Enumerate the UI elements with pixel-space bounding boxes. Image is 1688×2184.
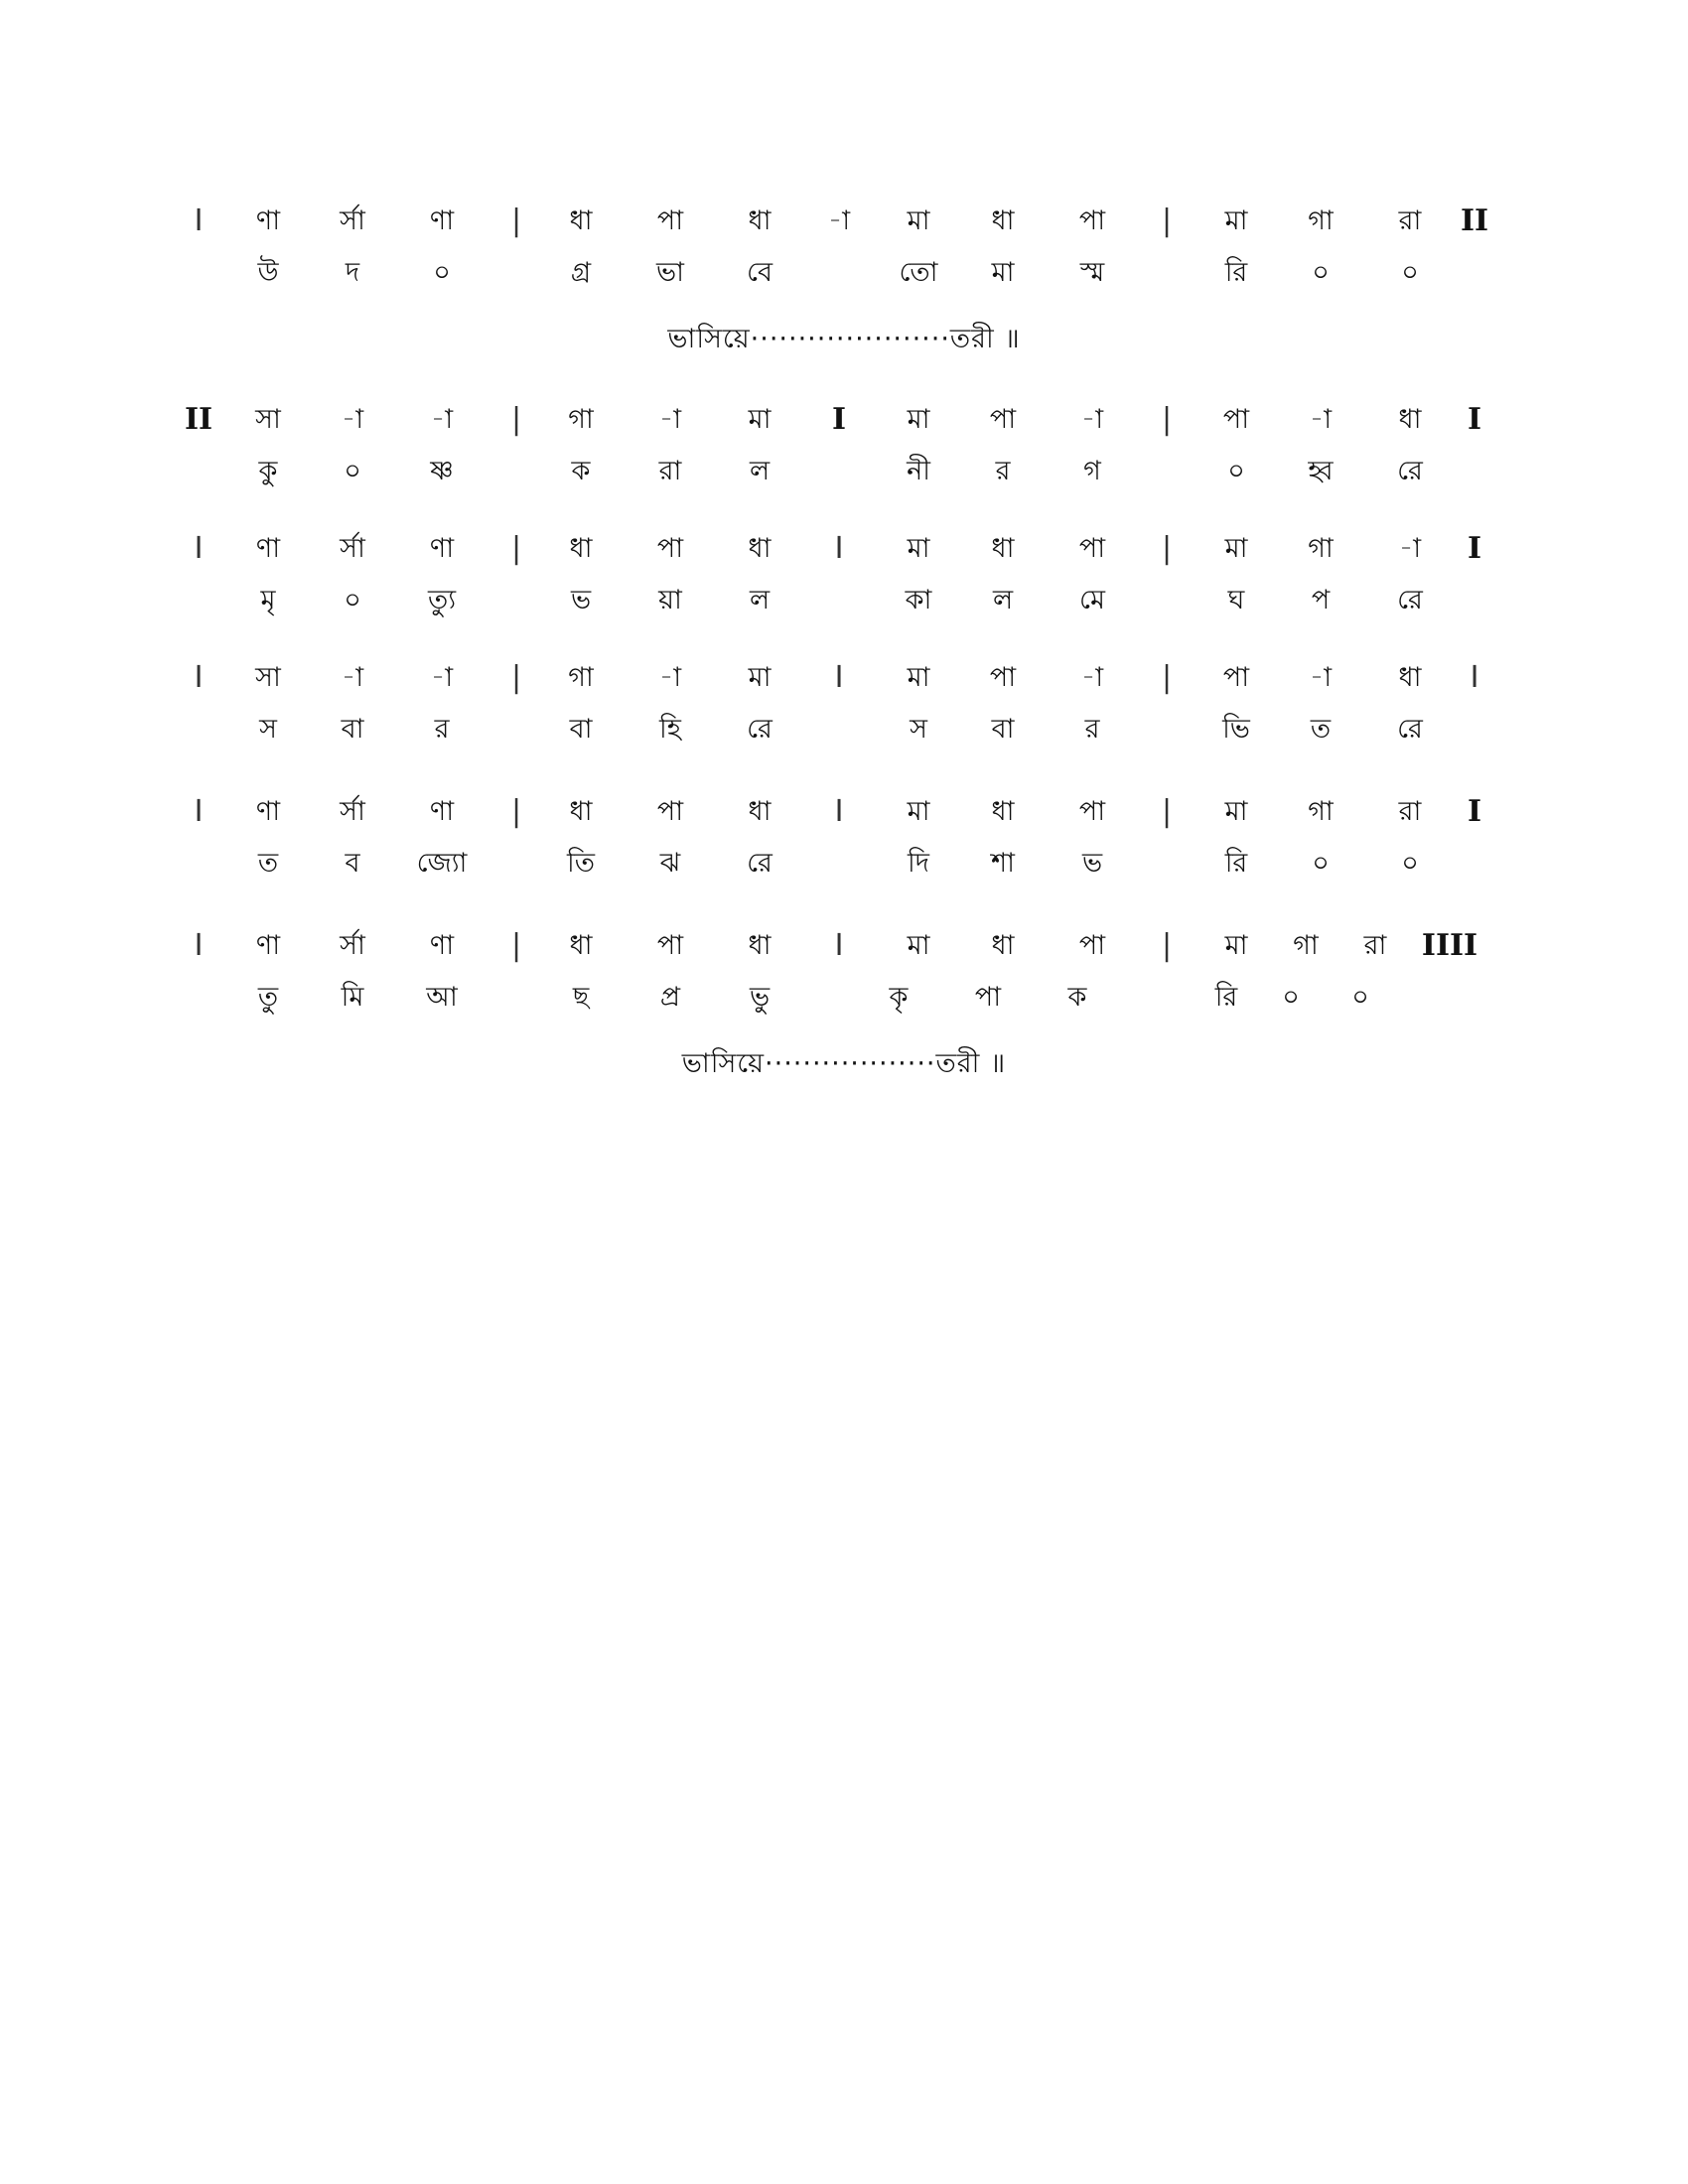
note: পা [656,205,684,236]
note: -া [1309,404,1333,435]
bar-line: | [1161,794,1173,829]
lyric-syllable: ০ [1312,257,1330,288]
lyric-syllable: দি [908,848,929,879]
lyric-syllable: ল [992,585,1014,615]
note: ধা [991,930,1015,961]
lyric-syllable: স [910,714,927,745]
lyrics-row [179,253,1509,313]
lyric-syllable: রি [1214,982,1238,1013]
note: পা [1078,533,1106,564]
note: পা [989,662,1017,693]
bar-line: I [1470,660,1479,695]
note: ধা [748,205,772,236]
bar-line: I [1467,402,1482,437]
note: র্সা [340,205,365,236]
notation-block-3 [179,521,1509,640]
note: -া [1080,662,1104,693]
lyric-syllable: ছ [572,982,590,1013]
notes-row [179,521,1509,581]
note: মা [748,404,772,435]
note: রা [1363,930,1387,961]
lyric-syllable: পা [974,982,1002,1013]
lyric-syllable: রে [747,848,773,879]
lyric-syllable: হি [659,714,681,745]
lyric-syllable: প [1311,585,1331,615]
note: ণা [255,533,281,564]
notation-block-4 [179,650,1509,769]
note: মা [907,662,930,693]
lyric-syllable: ভ [1081,848,1103,879]
notes-row [179,392,1509,452]
lyric-syllable: ০ [1401,257,1419,288]
notation-block-2 [179,392,1509,511]
lyric-syllable: রে [1397,585,1423,615]
lyric-syllable: রে [747,714,773,745]
note: পা [656,930,684,961]
notes-row [179,918,1509,978]
note: ধা [748,796,772,827]
note: গা [1308,533,1334,564]
bar-line: I [1467,531,1482,566]
note: পা [656,796,684,827]
note: ধা [569,533,593,564]
lyric-syllable: ভি [1222,714,1250,745]
note: মা [907,404,930,435]
lyric-syllable: মা [991,257,1015,288]
note: মা [907,533,930,564]
note: ধা [991,205,1015,236]
bar-line: I [834,660,844,695]
lyric-syllable: ত্যু [427,585,457,615]
bar-line: II [1460,204,1489,238]
note: ধা [569,796,593,827]
note: -া [1398,533,1422,564]
lyrics-row [179,581,1509,640]
lyric-syllable: মৃ [260,585,276,615]
bar-line: | [510,794,522,829]
lyric-syllable: তো [899,257,938,288]
bar-line: | [510,402,522,437]
bar-line: | [510,531,522,566]
bar-line: | [1161,402,1173,437]
bar-line: | [510,660,522,695]
lyric-syllable: ভু [749,982,771,1013]
note: ধা [991,796,1015,827]
notes-row [179,784,1509,844]
note: -া [430,662,454,693]
lyric-syllable: রে [1397,456,1423,486]
note: র্সা [340,930,365,961]
lyric-syllable: ০ [1227,456,1245,486]
note: রা [1398,205,1422,236]
note: গা [568,404,594,435]
note: র্সা [340,533,365,564]
lyric-syllable: গ্র [570,257,592,288]
bar-line: | [510,928,522,963]
note: ণা [429,796,455,827]
note: পা [1078,796,1106,827]
note: পা [1078,205,1106,236]
lyric-syllable: ল [749,456,771,486]
note: -া [1080,404,1104,435]
lyric-syllable: প্র [659,982,681,1013]
bar-line: | [1161,928,1173,963]
lyric-syllable: ০ [1312,848,1330,879]
note: ধা [748,533,772,564]
lyric-syllable: কা [905,585,932,615]
notation-block-5 [179,784,1509,903]
note: ধা [569,205,593,236]
lyric-syllable: ক [1067,982,1087,1013]
lyric-syllable: ল [749,585,771,615]
note: ধা [748,930,772,961]
lyric-syllable: রি [1224,257,1248,288]
lyrics-row [179,710,1509,769]
final-bar-line: IIII [1421,928,1478,963]
lyric-syllable: ত [1310,714,1332,745]
notation-block-1 [179,194,1509,313]
note: গা [1308,796,1334,827]
note: -া [341,662,364,693]
note: -া [430,404,454,435]
lyric-syllable: আ [426,982,458,1013]
lyric-syllable: ০ [1351,982,1369,1013]
lyric-syllable: কু [258,456,278,486]
note: ণা [429,533,455,564]
lyric-syllable: কৃ [889,982,909,1013]
lyric-syllable: রা [658,456,682,486]
lyric-syllable: রি [1224,848,1248,879]
lyric-syllable: ভ [570,585,592,615]
lyric-syllable: মি [341,982,364,1013]
note: মা [907,930,930,961]
note: -া [658,662,682,693]
lyric-syllable: নী [907,456,930,486]
note: মা [1224,205,1248,236]
notes-row [179,194,1509,253]
lyric-syllable: বা [341,714,364,745]
note: পা [656,533,684,564]
bar-line: I [194,928,204,963]
lyric-syllable: বে [747,257,773,288]
note: সা [255,404,281,435]
note: ণা [255,205,281,236]
lyric-syllable: ০ [1282,982,1300,1013]
note: ধা [991,533,1015,564]
bar-line: | [1161,531,1173,566]
note: -া [827,205,851,236]
note: ধা [569,930,593,961]
lyric-syllable: তু [257,982,279,1013]
lyric-syllable: তি [567,848,595,879]
bar-line: I [194,794,204,829]
lyric-syllable: ভা [656,257,684,288]
bar-line: | [1161,204,1173,238]
note: সা [255,662,281,693]
lyrics-row [179,844,1509,903]
note: -া [658,404,682,435]
note: পা [989,404,1017,435]
lyric-syllable: দ [345,257,360,288]
lyrics-row [179,978,1509,1037]
lyric-syllable: ব [345,848,360,879]
lyric-syllable: র [434,714,450,745]
note: ণা [429,205,455,236]
lyric-syllable: গ [1083,456,1101,486]
bar-line: I [834,794,844,829]
lyric-syllable: ষ্ণ [430,456,454,486]
lyric-syllable: বা [991,714,1015,745]
note: পা [1078,930,1106,961]
lyric-syllable: ক [571,456,591,486]
note: মা [1224,533,1248,564]
lyric-syllable: ০ [344,585,361,615]
bar-line: I [194,660,204,695]
bar-line: I [194,531,204,566]
bar-line: II [184,402,213,437]
lyric-syllable: রে [1397,714,1423,745]
bar-line: I [831,402,847,437]
lyric-syllable: র [995,456,1011,486]
refrain-line-2: ভাসিয়ে··················তরী ॥ [681,1048,1007,1079]
note: ণা [255,796,281,827]
bar-line: I [194,204,204,238]
lyric-syllable: জ্যো [416,848,468,879]
lyric-syllable: স [259,714,277,745]
note: মা [907,796,930,827]
note: মা [907,205,930,236]
lyric-syllable: ত [257,848,279,879]
note: পা [1222,662,1250,693]
note: পা [1222,404,1250,435]
lyric-syllable: ০ [344,456,361,486]
note: ণা [429,930,455,961]
note: ধা [1398,662,1422,693]
bar-line: I [834,531,844,566]
notes-row [179,650,1509,710]
lyric-syllable: ঝ [659,848,681,879]
note: গা [1293,930,1319,961]
lyric-syllable: মে [1079,585,1105,615]
note: গা [1308,205,1334,236]
note: গা [568,662,594,693]
note: মা [748,662,772,693]
lyric-syllable: বা [569,714,593,745]
note: র্সা [340,796,365,827]
bar-line: | [1161,660,1173,695]
lyric-syllable: হ্ব [1308,456,1334,486]
lyric-syllable: উ [257,257,279,288]
lyrics-row [179,452,1509,511]
lyric-syllable: য়া [658,585,682,615]
lyric-syllable: ০ [1401,848,1419,879]
note: মা [1224,796,1248,827]
note: -া [341,404,364,435]
lyric-syllable: শা [991,848,1015,879]
lyric-syllable: ০ [433,257,451,288]
lyric-syllable: স্ম [1079,257,1105,288]
note: ধা [1398,404,1422,435]
bar-line: I [834,928,844,963]
refrain-line-1: ভাসিয়ে·····················তরী ॥ [667,324,1021,354]
note: -া [1309,662,1333,693]
lyric-syllable: ঘ [1227,585,1245,615]
note: রা [1398,796,1422,827]
note: মা [1224,930,1248,961]
bar-line: I [1467,794,1482,829]
lyric-syllable: র [1084,714,1100,745]
bar-line: | [510,204,522,238]
notation-block-6 [179,918,1509,1037]
note: ণা [255,930,281,961]
